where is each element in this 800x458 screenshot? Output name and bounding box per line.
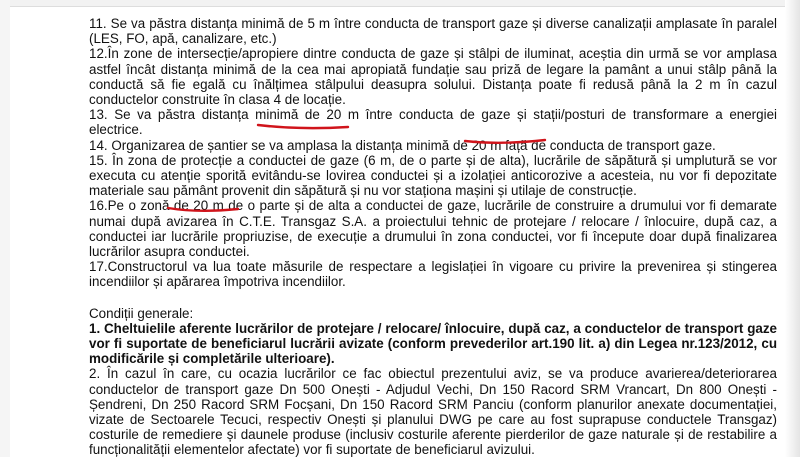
condition-item-15: 15. În zona de protecție a conductei de gaze (6 m, de o parte și de alta), lucrările de săpătură și umplutură se vor executa cu atenție sporită evitându-se lovirea conductei și a izolației anticorozive a acesteia, nu vor fi depozitate materiale sau pământ provenit din săpătură și nu vor staționa mașini și utilaje de construcție. — [89, 152, 777, 199]
condition-item-12: 12.În zone de intersecție/apropiere dintre conducta de gaze și stâlpi de iluminat, aceștia din urmă se vor amplasa astfel încât distanța minimă de la cea mai apropiată fundație sau priză de legare la pamânt a unui stâlp până la conductă să fie egală cu înălțimea stâlpului deasupra solului. Distanța poate fi redusă până la 2 m în cazul conductelor construite în clasa 4 de locație. — [89, 46, 777, 108]
condition-item-13: 13. Se va păstra distanța minimă de 20 m între conducta de gaze și stații/posturi de transformare a energiei electrice. — [89, 107, 777, 138]
right-edge — [785, 0, 800, 457]
section-gap — [89, 290, 777, 306]
general-condition-2: 2. În cazul în care, cu ocazia lucrărilor ce fac obiectul prezentului aviz, se va produce avarierea/deteriorarea conductelor de transport gaze Dn 500 Onești - Adjudul Vechi, Dn 150 Racord SRM Vrancart, Dn 800 Onești - Șendreni, Dn 250 Racord SRM Focșani, Dn 150 Racord SRM Panciu (conform planurilor anexate documentației, vizate de Sectoarele Tecuci, respectiv Onești și planului DWG pe care au fost suprapuse conductele Transgaz) costurile de remediere și daunele produse (inclusiv costurile aferente pierderilor de gaze naturale și de restabilire a funcționalității elementelor afectate) vor fi suportate de beneficiarul avizului. — [89, 366, 777, 458]
document-content — [89, 16, 777, 458]
condition-item-17: 17.Constructorul va lua toate măsurile de respectare a legislației în vigoare cu privire la prevenirea și stingerea incendiilor și apărarea împotriva incendiilor. — [89, 259, 777, 290]
condition-item-14: 14. Organizarea de șantier se va amplasa la distanța minimă de 20 m față de conducta de transport gaze. — [89, 137, 716, 153]
condition-item-11: 11. Se va păstra distanța minimă de 5 m între conducta de transport gaze și diverse canalizații amplasate în paralel (LES, FO, apă, canalizare, etc.) — [89, 16, 777, 47]
left-edge — [0, 0, 10, 457]
condition-item-16: 16.Pe o zonă de 20 m de o parte și de alta a conductei de gaze, lucrările de construire a drumului vor fi demarate numai după avizarea în C.T.E. Transgaz S.A. a proiectului tehnic de protejare / relocare / înlocuire, după caz, a conductei iar lucrările propriuzise, de execuție a drumului în zona conductei, vor fi începute doar după finalizarea lucrărilor asupra conductei. — [89, 198, 777, 260]
top-border — [0, 0, 800, 7]
general-conditions-heading: Condiții generale: — [89, 305, 194, 321]
general-condition-1: 1. Cheltuielile aferente lucrărilor de protejare / relocare/ înlocuire, după caz, a conductelor de transport gaze vor fi suportate de beneficiarul lucrării avizate (conform prevederilor art.190 lit. a) din Legea nr.123/2012, cu modificările și completările ulterioare). — [89, 320, 777, 367]
